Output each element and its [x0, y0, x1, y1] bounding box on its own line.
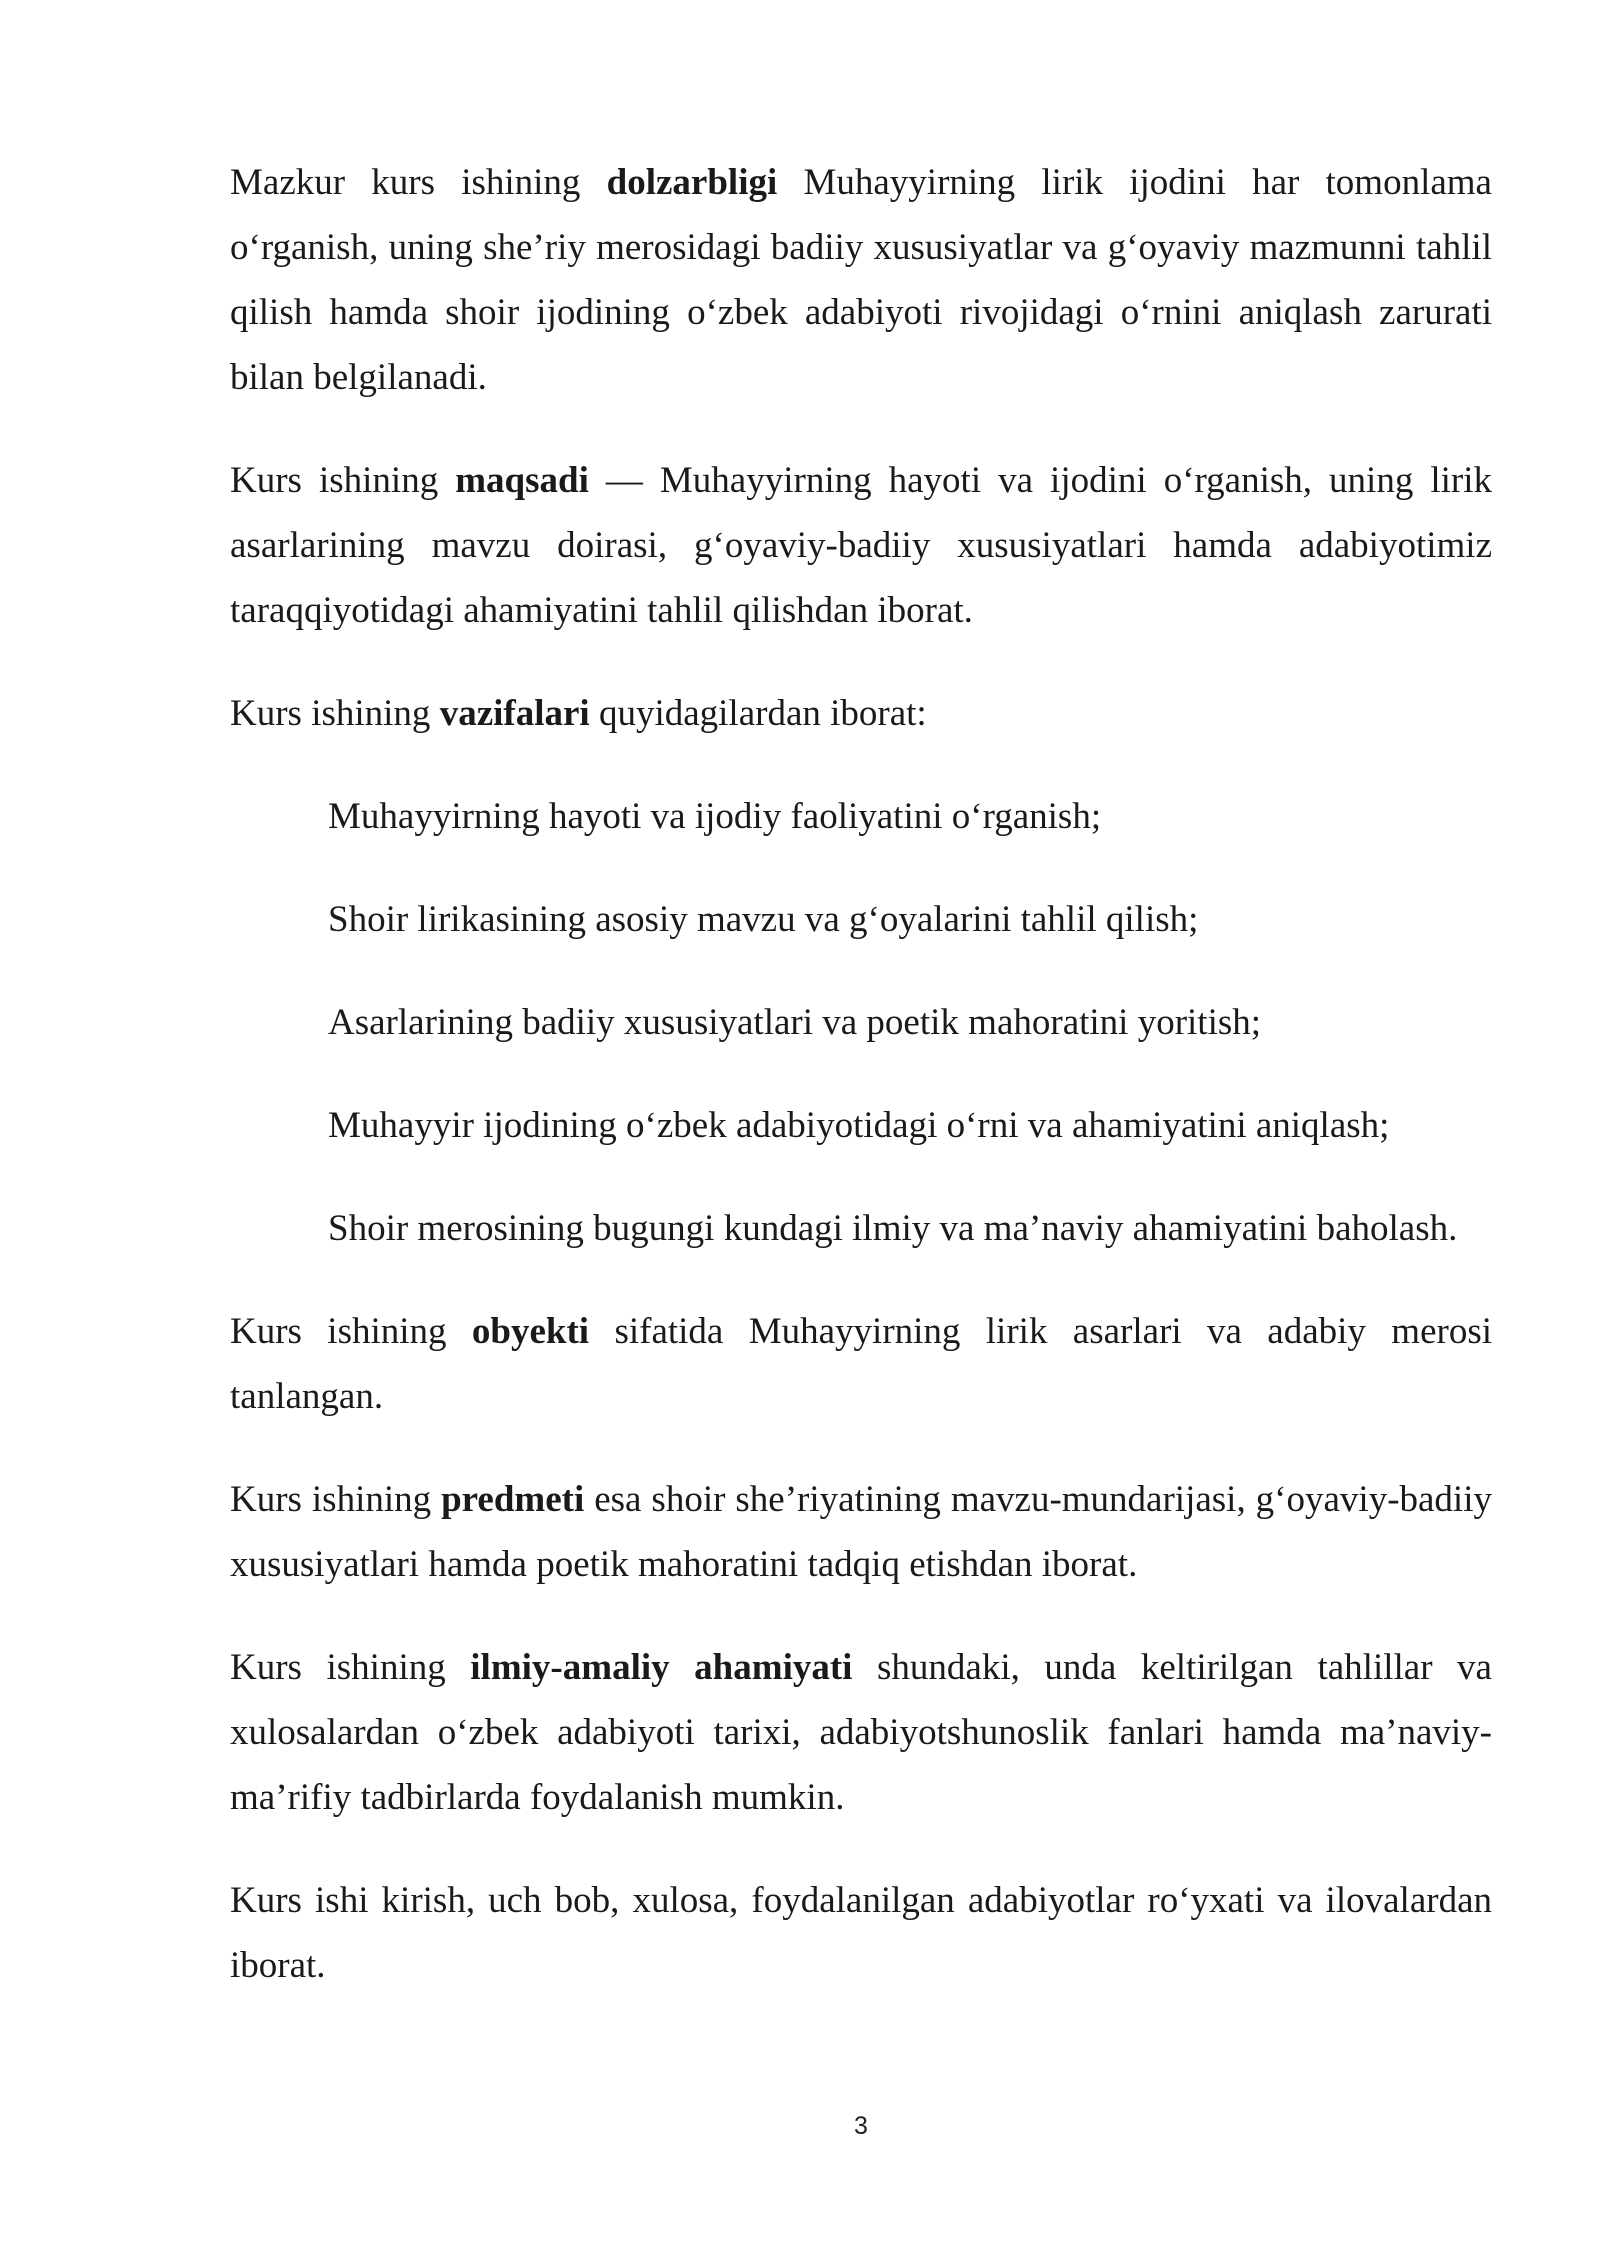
relevance-lead: Mazkur kurs ishining	[230, 162, 607, 203]
significance-paragraph	[230, 1635, 1492, 1830]
object-term: obyekti	[471, 1311, 590, 1352]
tasks-list	[230, 784, 1492, 1261]
relevance-paragraph	[230, 150, 1492, 410]
object-text: sifatida Muhayyirning lirik asarlari va adabiy merosi tanlangan.	[230, 1311, 1492, 1417]
goal-lead: Kurs ishining	[230, 460, 456, 501]
significance-text: shundaki, unda keltirilgan tahlillar va xulosalardan oʻzbek adabiyoti tarixi, adabiyotshunoslik fanlari hamda maʼnaviy-maʼrifiy tadbirlarda foydalanish mumkin.	[230, 1647, 1492, 1818]
task-item: Shoir merosining bugungi kundagi ilmiy va maʼnaviy ahamiyatini baholash.	[328, 1208, 1458, 1249]
significance-term: ilmiy-amaliy ahamiyati	[470, 1647, 853, 1688]
tasks-intro-paragraph	[230, 681, 1492, 746]
task-item: Asarlarining badiiy xususiyatlari va poetik mahoratini yoritish;	[328, 1002, 1262, 1043]
relevance-term: dolzarbligi	[606, 162, 778, 203]
tasks-intro-lead: Kurs ishining	[230, 693, 440, 734]
subject-lead: Kurs ishining	[230, 1479, 442, 1520]
goal-term: maqsadi	[455, 460, 589, 501]
subject-text: esa shoir sheʼriyatining mavzu-mundarijasi, gʻoyaviy-badiiy xususiyatlari hamda poetik mahoratini tadqiq etishdan iborat.	[230, 1479, 1492, 1585]
relevance-text: Muhayyirning lirik ijodini har tomonlama oʻrganish, uning sheʼriy merosidagi badiiy xususiyatlar va gʻoyaviy mazmunni tahlil qilish hamda shoir ijodining oʻzbek adabiyoti rivojidagi oʻrnini aniqlash zarurati bilan belgilanadi.	[230, 162, 1492, 398]
goal-text: — Muhayyirning hayoti va ijodini oʻrganish, uning lirik asarlarining mavzu doirasi, gʻoyaviy-badiiy xususiyatlari hamda adabiyotimiz taraqqiyotidagi ahamiyatini tahlil qilishdan iborat.	[230, 460, 1492, 631]
object-lead: Kurs ishining	[230, 1311, 472, 1352]
page-number: 3	[854, 2112, 868, 2140]
tasks-intro-text: quyidagilardan iborat:	[589, 693, 927, 734]
goal-paragraph	[230, 448, 1492, 643]
task-item: Muhayyir ijodining oʻzbek adabiyotidagi oʻrni va ahamiyatini aniqlash;	[328, 1105, 1390, 1146]
subject-paragraph	[230, 1467, 1492, 1597]
subject-term: predmeti	[441, 1479, 585, 1520]
tasks-intro-term: vazifalari	[439, 693, 590, 734]
task-item: Shoir lirikasining asosiy mavzu va gʻoyalarini tahlil qilish;	[328, 899, 1199, 940]
structure-paragraph: Kurs ishi kirish, uch bob, xulosa, foydalanilgan adabiyotlar roʻyxati va ilovalardan iborat.	[230, 1880, 1492, 1986]
object-paragraph	[230, 1299, 1492, 1429]
document-page	[230, 150, 1492, 2036]
task-item: Muhayyirning hayoti va ijodiy faoliyatini oʻrganish;	[328, 796, 1102, 837]
significance-lead: Kurs ishining	[230, 1647, 471, 1688]
